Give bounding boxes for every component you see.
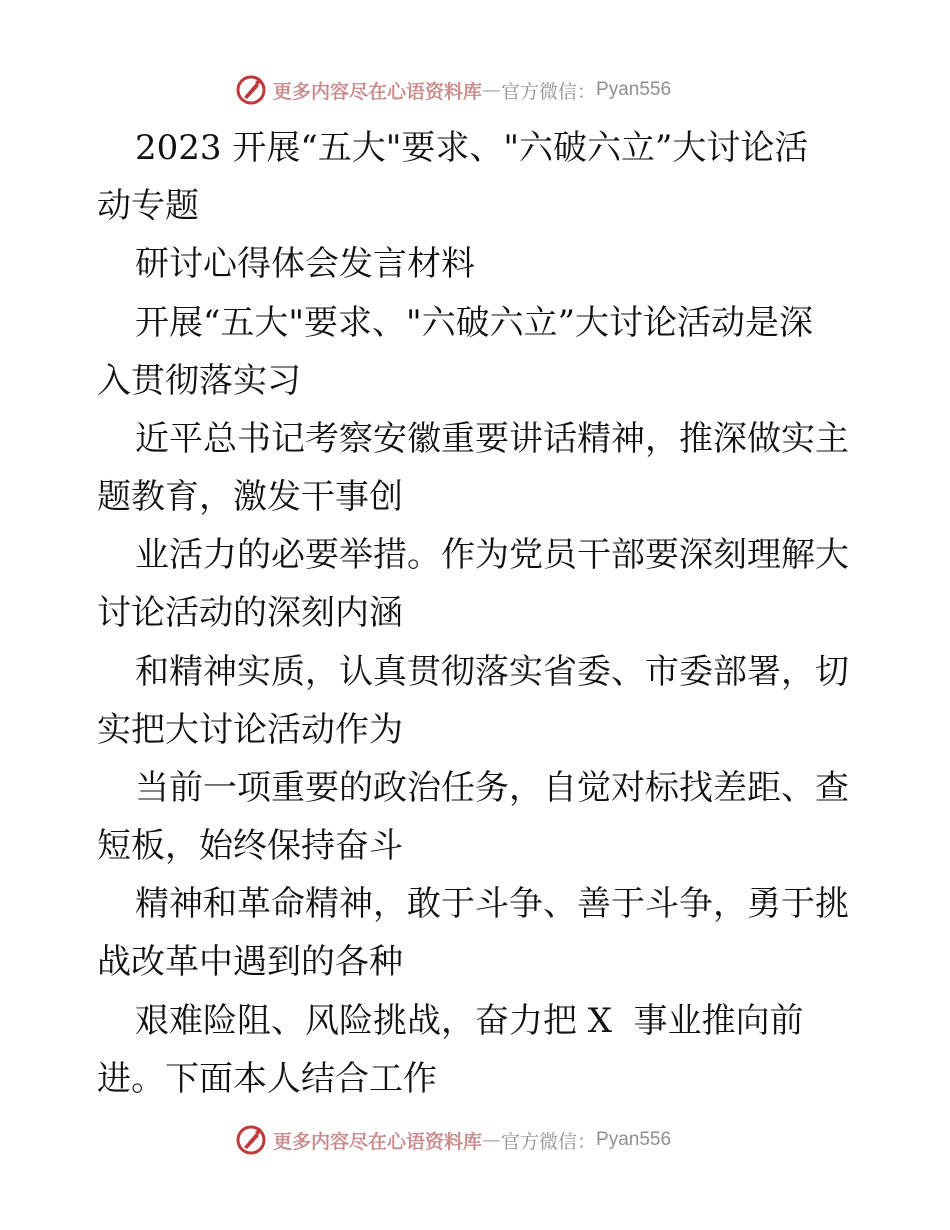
watermark-footer bbox=[235, 1122, 671, 1158]
watermark-contact: 官方微信： bbox=[501, 80, 597, 103]
body-line: 近平总书记考察安徽重要讲话精神，推深做实主 bbox=[135, 419, 849, 459]
body-line: 艰难险阻、风险挑战，奋力把 X 事业推向前 bbox=[135, 1001, 804, 1041]
subtitle-line: 研讨心得体会发言材料 bbox=[135, 244, 475, 284]
body-line: 开展“五大"要求、"六破六立”大讨论活动是深 bbox=[135, 303, 814, 343]
body-line: 题教育，激发干事创 bbox=[97, 477, 403, 517]
body-line: 当前一项重要的政治任务，自觉对标找差距、查 bbox=[135, 768, 849, 808]
body-line: 战改革中遇到的各种 bbox=[97, 942, 403, 982]
body-line: 入贯彻落实习 bbox=[97, 361, 301, 401]
body-line: 业活力的必要举措。作为党员干部要深刻理解大 bbox=[135, 535, 849, 575]
quill-logo-icon bbox=[235, 74, 267, 106]
watermark-contact: 官方微信： bbox=[501, 1130, 597, 1153]
watermark-text: 更多内容尽在心语资料库 bbox=[273, 1130, 483, 1153]
title-line-1: 2023 开展“五大"要求、"六破六立”大讨论活 bbox=[135, 128, 809, 168]
title-line-2: 动专题 bbox=[97, 186, 199, 226]
body-line: 讨论活动的深刻内涵 bbox=[97, 593, 403, 633]
watermark-separator: — bbox=[482, 1129, 502, 1151]
body-line: 和精神实质，认真贯彻落实省委、市委部署，切 bbox=[135, 652, 849, 692]
watermark-id: Pyan556 bbox=[596, 1129, 672, 1150]
body-line: 进。下面本人结合工作 bbox=[97, 1059, 437, 1099]
body-line: 精神和革命精神，敢于斗争、善于斗争，勇于挑 bbox=[135, 884, 849, 924]
quill-logo-icon bbox=[235, 1124, 267, 1156]
watermark-separator: — bbox=[482, 79, 502, 101]
watermark-header bbox=[235, 72, 671, 108]
body-line: 实把大讨论活动作为 bbox=[97, 710, 403, 750]
body-line: 短板，始终保持奋斗 bbox=[97, 826, 403, 866]
watermark-text: 更多内容尽在心语资料库 bbox=[273, 80, 483, 103]
watermark-id: Pyan556 bbox=[596, 79, 672, 100]
